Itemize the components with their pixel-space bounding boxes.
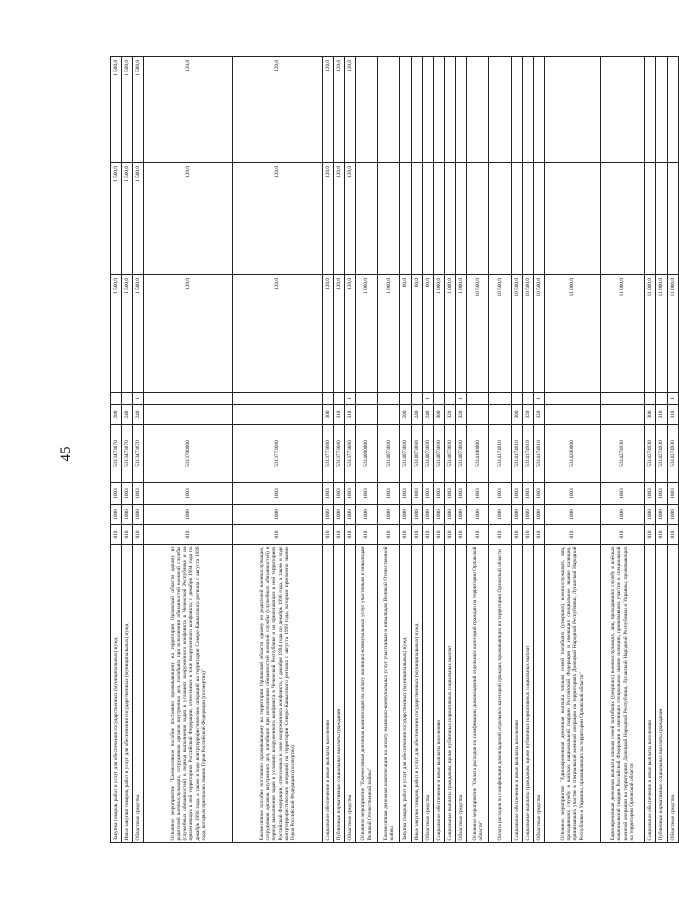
code-section-cell: 1000 [511,505,522,525]
row-name-cell: Основное мероприятие "Ежемесячная денежная компенсация на оплату жилищно-коммунальных услуг участникам и инвалидам Великой Отечественной войны" [355,545,377,843]
code-source-cell [400,393,411,405]
amount-year3-cell [456,57,467,163]
code-target-article-cell: 5314073690 [400,425,411,483]
amount-year1-cell: 10 500,0 [511,275,522,393]
row-name-cell: Социальное обеспечение и иные выплаты населению [511,545,522,843]
amount-year3-cell [378,57,400,163]
code-target-article-cell: 5314274930 [600,425,645,483]
code-expense-type-cell [489,405,511,425]
amount-year2-cell: 120,0 [322,163,333,275]
code-administrator-cell: 010 [656,525,667,545]
amount-year3-cell [422,57,433,163]
code-target-article-cell: 5313473670 [133,425,144,483]
row-name-cell: Социальные выплаты гражданам, кроме публичных нормативных социальных выплат [522,545,533,843]
amount-year2-cell [400,163,411,275]
amount-year2-cell [656,163,667,275]
code-expense-type-cell: 300 [511,405,522,425]
code-expense-type-cell [545,405,601,425]
amount-year3-cell [534,57,545,163]
code-section-cell: 1000 [111,505,122,525]
code-target-article-cell: 5314073690 [422,425,433,483]
code-source-cell [355,393,377,405]
amount-year1-cell: 10 500,0 [467,275,489,393]
code-target-article-cell: 5313473670 [122,425,133,483]
code-source-cell [378,393,400,405]
code-section-cell: 1000 [322,505,333,525]
code-expense-type-cell: 320 [522,405,533,425]
code-source-cell: 1 [344,393,355,405]
code-target-article-cell: 5314274930 [656,425,667,483]
code-target-article-cell: 5314174910 [534,425,545,483]
code-subsection-cell: 1003 [233,483,322,505]
code-administrator-cell: 010 [433,525,444,545]
code-administrator-cell: 010 [545,525,601,545]
row-name-cell: Социальные выплаты гражданам, кроме публичных нормативных социальных выплат [444,545,455,843]
code-expense-type-cell [467,405,489,425]
table-row [600,57,645,843]
code-subsection-cell: 1003 [489,483,511,505]
code-subsection-cell: 1003 [433,483,444,505]
code-target-article-cell: 5314274930 [645,425,656,483]
code-expense-type-cell: 320 [534,405,545,425]
amount-year1-cell: 1 000,0 [433,275,444,393]
amount-year3-cell: 1 500,0 [133,57,144,163]
code-subsection-cell: 1003 [344,483,355,505]
code-administrator-cell: 010 [667,525,678,545]
code-target-article-cell: 5314174910 [522,425,533,483]
amount-year2-cell [411,163,422,275]
code-administrator-cell: 010 [645,525,656,545]
code-subsection-cell: 1003 [333,483,344,505]
amount-year2-cell: 1 500,0 [122,163,133,275]
row-name-cell: Областные средства [534,545,545,843]
code-target-article-cell: 5313773680 [322,425,333,483]
amount-year1-cell: 10 500,0 [489,275,511,393]
code-source-cell [511,393,522,405]
code-source-cell [333,393,344,405]
code-administrator-cell: 010 [522,525,533,545]
code-source-cell [322,393,333,405]
code-section-cell: 1000 [645,505,656,525]
table-row [456,57,467,843]
amount-year3-cell [467,57,489,163]
code-section-cell: 1000 [489,505,511,525]
amount-year3-cell [400,57,411,163]
amount-year1-cell: 10 500,0 [534,275,545,393]
code-administrator-cell: 010 [411,525,422,545]
code-administrator-cell: 010 [489,525,511,545]
code-administrator-cell: 010 [456,525,467,545]
code-source-cell [411,393,422,405]
code-source-cell: 1 [133,393,144,405]
code-section-cell: 1000 [378,505,400,525]
code-section-cell: 1000 [344,505,355,525]
amount-year2-cell [545,163,601,275]
code-section-cell: 1000 [233,505,322,525]
code-expense-type-cell [600,405,645,425]
amount-year1-cell: 1 500,0 [133,275,144,393]
code-expense-type-cell: 310 [333,405,344,425]
row-name-cell: Закупка товаров, работ и услуг для обеспечения государственных (муниципальных) нужд [111,545,122,843]
amount-year2-cell [378,163,400,275]
code-expense-type-cell: 300 [645,405,656,425]
code-expense-type-cell: 320 [456,405,467,425]
amount-year1-cell: 10 500,0 [522,275,533,393]
amount-year2-cell: 120,0 [344,163,355,275]
amount-year3-cell [511,57,522,163]
code-section-cell: 1000 [422,505,433,525]
table-row [645,57,656,843]
code-expense-type-cell [144,405,233,425]
amount-year3-cell: 120,0 [144,57,233,163]
amount-year1-cell: 1 500,0 [122,275,133,393]
amount-year3-cell: 120,0 [233,57,322,163]
table-row [122,57,133,843]
amount-year3-cell [355,57,377,163]
code-subsection-cell: 1003 [667,483,678,505]
code-expense-type-cell [233,405,322,425]
amount-year2-cell [667,163,678,275]
code-target-article-cell: 5314174910 [511,425,522,483]
row-name-cell: Единовременная денежная выплата членам семей погибших (умерших) военнослужащих, лиц, проходивших службу в войсках национальной гвардии Российской Федерации и имеющих специальное звание полиции, принимавших участие в специальной военной операции на территориях Донецкой Народной Республики, Луганской Народной Республики и Украины, проживающих на территории Орловской области [600,545,645,843]
row-name-cell: Социальное обеспечение и иные выплаты населению [645,545,656,843]
row-name-cell: Иные закупки товаров, работ и услуг для обеспечения государственных (муниципальных) нужд [122,545,133,843]
row-name-cell: Областные средства [344,545,355,843]
code-expense-type-cell: 240 [122,405,133,425]
table-row [411,57,422,843]
code-subsection-cell: 1003 [133,483,144,505]
amount-year2-cell [433,163,444,275]
row-name-cell: Областные средства [667,545,678,843]
code-expense-type-cell: 300 [322,405,333,425]
code-administrator-cell: 010 [122,525,133,545]
code-source-cell [545,393,601,405]
code-subsection-cell: 1003 [534,483,545,505]
table-row [378,57,400,843]
amount-year2-cell [467,163,489,275]
amount-year2-cell [422,163,433,275]
table-row [511,57,522,843]
code-section-cell: 1000 [522,505,533,525]
amount-year1-cell: 1 060,0 [378,275,400,393]
amount-year3-cell [433,57,444,163]
amount-year2-cell: 120,0 [144,163,233,275]
code-source-cell [433,393,444,405]
amount-year3-cell [411,57,422,163]
code-subsection-cell: 1003 [355,483,377,505]
row-name-cell: Ежемесячная денежная компенсация на оплату жилищно-коммунальных услуг участникам и инвалидам Великой Отечественной войны [378,545,400,843]
table-row [444,57,455,843]
code-subsection-cell: 1003 [400,483,411,505]
amount-year3-cell [667,57,678,163]
code-expense-type-cell: 200 [400,405,411,425]
code-administrator-cell: 010 [144,525,233,545]
budget-table-body [111,57,679,843]
code-administrator-cell: 010 [600,525,645,545]
amount-year3-cell: 1 500,0 [122,57,133,163]
code-subsection-cell: 1003 [322,483,333,505]
amount-year1-cell: 11 000,0 [667,275,678,393]
amount-year3-cell: 120,0 [344,57,355,163]
amount-year2-cell [645,163,656,275]
code-administrator-cell: 010 [534,525,545,545]
code-subsection-cell: 1003 [656,483,667,505]
code-section-cell: 1000 [122,505,133,525]
code-section-cell: 1000 [355,505,377,525]
code-source-cell [522,393,533,405]
code-expense-type-cell: 320 [444,405,455,425]
code-section-cell: 1000 [667,505,678,525]
code-expense-type-cell: 200 [111,405,122,425]
code-subsection-cell: 1003 [422,483,433,505]
table-row [422,57,433,843]
amount-year1-cell: 120,0 [322,275,333,393]
code-expense-type-cell: 310 [667,405,678,425]
amount-year3-cell [444,57,455,163]
amount-year1-cell: 11 000,0 [656,275,667,393]
amount-year1-cell: 120,0 [233,275,322,393]
code-section-cell: 1000 [133,505,144,525]
table-row [333,57,344,843]
code-subsection-cell: 1003 [467,483,489,505]
amount-year2-cell: 1 500,0 [111,163,122,275]
code-source-cell [645,393,656,405]
amount-year2-cell [444,163,455,275]
amount-year2-cell [522,163,533,275]
code-subsection-cell: 1003 [122,483,133,505]
table-row [522,57,533,843]
code-subsection-cell: 1003 [645,483,656,505]
code-section-cell: 1000 [545,505,601,525]
row-name-cell: Основное мероприятие "Единовременная денежная выплата членам семей погибших (умерших) военнослужащих, лиц, проходивших службу в войсках национальной гвардии Российской Федерации и имеющих специальное звание полиции, принимавших участие в специальной военной операции на территориях Донецкой Народной Республики, Луганской Народной Республики и Украины, проживающих на территории Орловской области" [545,545,601,843]
code-section-cell: 1000 [656,505,667,525]
table-row [489,57,511,843]
code-administrator-cell: 010 [378,525,400,545]
amount-year3-cell: 1 500,0 [111,57,122,163]
code-source-cell [233,393,322,405]
amount-year3-cell [600,57,645,163]
table-row [111,57,122,843]
page-number: 45 [58,446,74,462]
table-row [545,57,601,843]
row-name-cell: Областные средства [422,545,433,843]
code-section-cell: 1000 [600,505,645,525]
table-row [534,57,545,843]
code-administrator-cell: 010 [355,525,377,545]
table-row [467,57,489,843]
code-source-cell: 1 [422,393,433,405]
code-subsection-cell: 1003 [511,483,522,505]
code-target-article-cell: 5314073690 [378,425,400,483]
budget-table [110,56,679,843]
amount-year1-cell: 120,0 [144,275,233,393]
amount-year1-cell: 60,0 [400,275,411,393]
amount-year3-cell [489,57,511,163]
table-row [400,57,411,843]
code-target-article-cell: 5313773680 [333,425,344,483]
amount-year3-cell [545,57,601,163]
code-subsection-cell: 1003 [600,483,645,505]
code-administrator-cell: 010 [133,525,144,545]
code-section-cell: 1000 [534,505,545,525]
code-administrator-cell: 010 [444,525,455,545]
code-administrator-cell: 010 [344,525,355,545]
code-administrator-cell: 010 [400,525,411,545]
code-target-article-cell: 5314000000 [355,425,377,483]
amount-year1-cell: 1 000,0 [456,275,467,393]
code-section-cell: 1000 [433,505,444,525]
code-target-article-cell: 5314100000 [467,425,489,483]
code-source-cell [444,393,455,405]
amount-year2-cell [511,163,522,275]
code-source-cell [122,393,133,405]
code-target-article-cell: 5313773680 [344,425,355,483]
code-target-article-cell: 5314174910 [489,425,511,483]
code-subsection-cell: 1003 [378,483,400,505]
amount-year1-cell: 11 000,0 [645,275,656,393]
code-expense-type-cell: 310 [344,405,355,425]
code-subsection-cell: 1003 [522,483,533,505]
amount-year1-cell: 1 500,0 [111,275,122,393]
code-expense-type-cell: 300 [433,405,444,425]
code-source-cell: 1 [667,393,678,405]
code-subsection-cell: 1003 [456,483,467,505]
code-subsection-cell: 1003 [411,483,422,505]
code-section-cell: 1000 [456,505,467,525]
amount-year3-cell [645,57,656,163]
rotated-table-frame [110,57,678,843]
table-row [344,57,355,843]
amount-year1-cell: 11 000,0 [600,275,645,393]
code-target-article-cell: 5314073690 [433,425,444,483]
amount-year2-cell: 1 500,0 [133,163,144,275]
amount-year3-cell: 120,0 [322,57,333,163]
code-expense-type-cell [378,405,400,425]
amount-year2-cell [355,163,377,275]
code-administrator-cell: 010 [422,525,433,545]
code-section-cell: 1000 [333,505,344,525]
code-source-cell: 1 [534,393,545,405]
code-section-cell: 1000 [400,505,411,525]
code-expense-type-cell: 240 [422,405,433,425]
code-source-cell [467,393,489,405]
row-name-cell: Оплата расходов по газификации домовладений отдельных категорий граждан, проживающих на территории Орловской области [489,545,511,843]
code-section-cell: 1000 [144,505,233,525]
amount-year1-cell: 120,0 [333,275,344,393]
amount-year1-cell: 1 000,0 [444,275,455,393]
amount-year3-cell: 120,0 [333,57,344,163]
amount-year1-cell: 120,0 [344,275,355,393]
code-target-article-cell: 5314073690 [444,425,455,483]
amount-year1-cell: 11 000,0 [545,275,601,393]
amount-year2-cell [534,163,545,275]
code-subsection-cell: 1003 [444,483,455,505]
code-source-cell [600,393,645,405]
table-row [133,57,144,843]
table-row [322,57,333,843]
amount-year2-cell [600,163,645,275]
code-source-cell [656,393,667,405]
table-row [667,57,678,843]
code-source-cell: 1 [456,393,467,405]
row-name-cell: Публичные нормативные социальные выплаты гражданам [656,545,667,843]
code-expense-type-cell: 240 [411,405,422,425]
table-row [433,57,444,843]
amount-year2-cell: 120,0 [233,163,322,275]
row-name-cell: Иные закупки товаров, работ и услуг для обеспечения государственных (муниципальных) нужд [411,545,422,843]
code-target-article-cell: 5314274930 [667,425,678,483]
code-target-article-cell: 5314073690 [456,425,467,483]
amount-year2-cell [456,163,467,275]
row-name-cell: Публичные нормативные социальные выплаты гражданам [333,545,344,843]
code-expense-type-cell: 310 [656,405,667,425]
code-target-article-cell: 5313773680 [233,425,322,483]
code-source-cell [489,393,511,405]
amount-year1-cell: 1 060,0 [355,275,377,393]
code-expense-type-cell [355,405,377,425]
table-row [355,57,377,843]
code-target-article-cell: 5314073690 [411,425,422,483]
code-source-cell [144,393,233,405]
row-name-cell: Областные средства [133,545,144,843]
code-subsection-cell: 1003 [144,483,233,505]
code-administrator-cell: 010 [467,525,489,545]
code-administrator-cell: 010 [233,525,322,545]
amount-year1-cell: 60,0 [422,275,433,393]
amount-year1-cell: 60,0 [411,275,422,393]
amount-year2-cell [489,163,511,275]
row-name-cell: Социальное обеспечение и иные выплаты населению [322,545,333,843]
code-target-article-cell: 5313473670 [111,425,122,483]
amount-year2-cell: 120,0 [333,163,344,275]
row-name-cell: Основное мероприятие "Ежемесячное пособие постоянно проживающему на территории Орловской области одному из родителей военнослужащих, сотрудников органов внутренних дел, погибших при исполнении обязанностей военной службы (служебных обязанностей) в период выполнения задач в условиях вооруженного конфликта в Чеченской Республике и на прилегающих к ней территориях Российской Федерации, отнесенных к зоне вооруженного конфликта, с декабря 1994 года по декабрь 1996 года, а также в ходе контртеррористических операций на территории Северо-Кавказского региона с августа 1999 года, которым присвоено звание Героя Российской Федерации (посмертно)" [144,545,233,843]
row-name-cell: Областные средства [456,545,467,843]
code-administrator-cell: 010 [333,525,344,545]
code-section-cell: 1000 [411,505,422,525]
row-name-cell: Социальное обеспечение и иные выплаты населению [433,545,444,843]
row-name-cell: Ежемесячное пособие постоянно проживающему на территории Орловской области одному из родителей военнослужащих, сотрудников органов внутренних дел, погибших при исполнении обязанностей военной службы (служебных обязанностей) в период выполнения задач в условиях вооруженного конфликта в Чеченской Республике и на прилегающих к ней территориях Российской Федерации, отнесенных к зоне вооруженного конфликта, с декабря 1994 года по декабрь 1996 года, а также в ходе контртеррористических операций на территории Северо-Кавказского региона с августа 1999 года, которым присвоено звание Героя Российской Федерации (посмертно) [233,545,322,843]
code-subsection-cell: 1003 [545,483,601,505]
row-name-cell: Закупка товаров, работ и услуг для обеспечения государственных (муниципальных) нужд [400,545,411,843]
amount-year3-cell [656,57,667,163]
code-section-cell: 1000 [467,505,489,525]
code-target-article-cell: 5314200000 [545,425,601,483]
code-administrator-cell: 010 [322,525,333,545]
table-row [144,57,233,843]
table-row [233,57,322,843]
code-section-cell: 1000 [444,505,455,525]
row-name-cell: Основное мероприятие "Оплата расходов по газификации домовладений отдельных категорий граждан на территории Орловской области" [467,545,489,843]
table-row [656,57,667,843]
code-subsection-cell: 1003 [111,483,122,505]
code-expense-type-cell: 240 [133,405,144,425]
code-administrator-cell: 010 [511,525,522,545]
code-administrator-cell: 010 [111,525,122,545]
code-source-cell [111,393,122,405]
code-target-article-cell: 5313700000 [144,425,233,483]
amount-year3-cell [522,57,533,163]
